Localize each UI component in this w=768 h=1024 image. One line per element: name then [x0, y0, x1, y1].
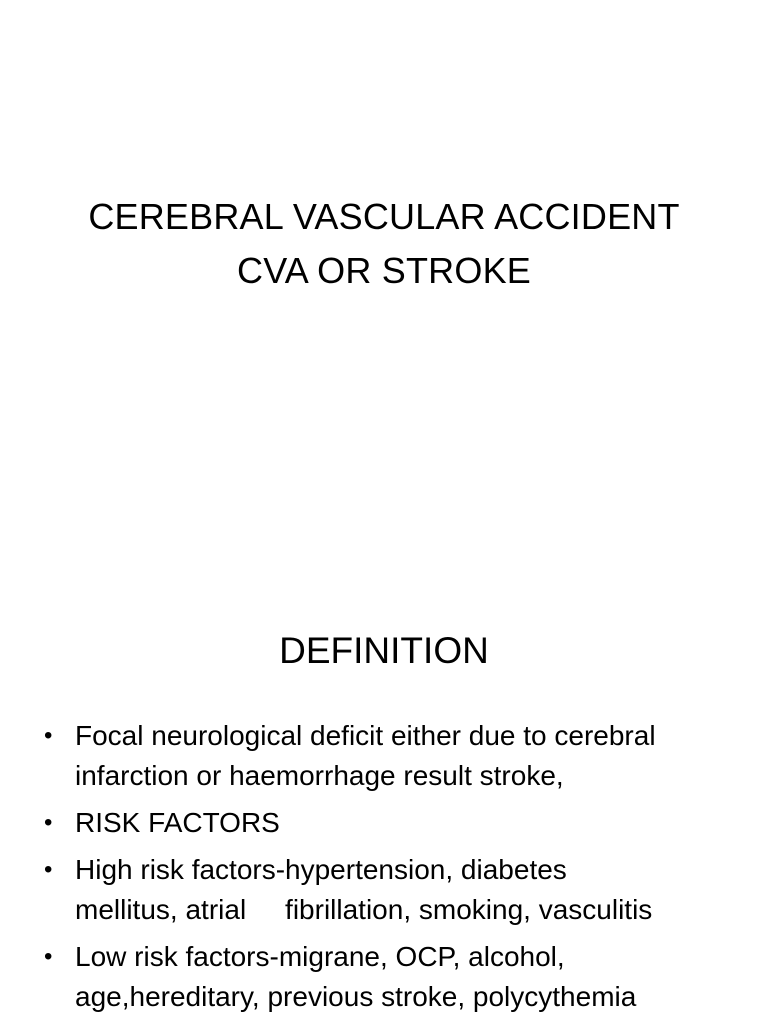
- bullet-item: [42, 803, 742, 843]
- title-line-1: CEREBRAL VASCULAR ACCIDENT: [88, 196, 680, 237]
- bullet-item: [42, 716, 742, 796]
- bullet-list: [42, 716, 742, 1024]
- title-line-2: CVA OR STROKE: [237, 250, 531, 291]
- bullet-icon: •: [44, 809, 53, 836]
- definition-slide: [0, 576, 768, 1024]
- bullet-item: [42, 850, 742, 930]
- bullet-icon: •: [44, 722, 53, 749]
- bullet-icon: •: [44, 943, 53, 970]
- bullet-text-line: RISK FACTORS: [75, 807, 280, 838]
- bullet-text-line: age,hereditary, previous stroke, polycythemia: [75, 981, 637, 1012]
- slide-heading: DEFINITION: [279, 630, 489, 671]
- bullet-text-line: High risk factors-hypertension, diabetes: [75, 854, 567, 885]
- bullet-text-line: Low risk factors-migrane, OCP, alcohol,: [75, 941, 565, 972]
- bullet-text-line: Focal neurological deficit either due to cerebral: [75, 720, 656, 751]
- bullet-text-line: infarction or haemorrhage result stroke,: [75, 760, 564, 791]
- bullet-icon: •: [44, 856, 53, 883]
- slide-title: [0, 190, 768, 298]
- bullet-item: [42, 937, 742, 1017]
- bullet-text-line: mellitus, atrial fibrillation, smoking, vasculitis: [75, 894, 653, 925]
